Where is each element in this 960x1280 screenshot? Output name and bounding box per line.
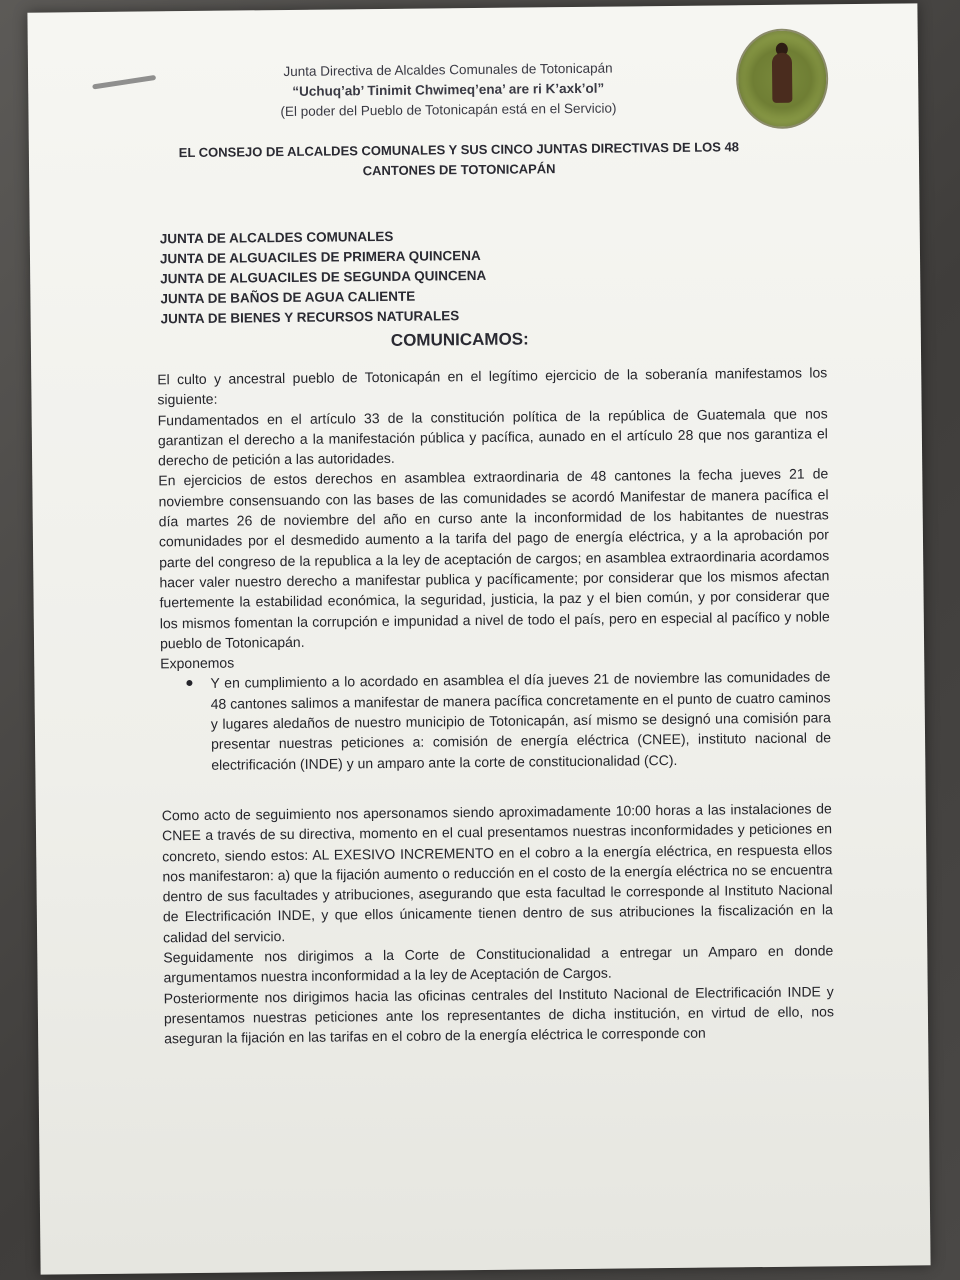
junta-item: JUNTA DE ALGUACILES DE PRIMERA QUINCENA	[159, 247, 481, 267]
letterhead-translation: (El poder del Pueblo de Totonicapán está en el Servicio)	[280, 100, 617, 120]
junta-item: JUNTA DE BIENES Y RECURSOS NATURALES	[160, 308, 460, 327]
junta-item: JUNTA DE BAÑOS DE AGUA CALIENTE	[160, 288, 416, 307]
intro-paragraph: El culto y ancestral pueblo de Totonicapán en el legítimo ejercicio de la soberanía manifestamos los siguiente:	[157, 364, 828, 408]
exponemos-label: Exponemos	[160, 654, 235, 672]
legal-basis-paragraph: Fundamentados en el artículo 33 de la constitución política de la república de Guatemala que nos garantizan el derecho a la manifestación pública y pacífica, aunado en el artículo 28 que nos garantiza el derecho de petición a las autoridades.	[157, 404, 828, 469]
junta-item: JUNTA DE ALGUACILES DE SEGUNDA QUINCENA	[160, 267, 487, 287]
document-page	[27, 3, 930, 1274]
bullet-text: Y en cumplimiento a lo acordado en asamblea el día jueves 21 de noviembre las comunidades de 48 cantones salimos a manifestar de manera pacífica concretamente en el punto de cuatro caminos y lugares aledaños de nuestro municipio de Totonicapán, así mismo se designó una comisión para presentar nuestras peticiones a: comisión de energía eléctrica (CNEE), instituto nacional de electrificación (INDE) y un amparo ante la corte de constitucionalidad (CC).	[210, 668, 832, 773]
bullet-item	[160, 667, 831, 775]
council-title: EL CONSEJO DE ALCALDES COMUNALES Y SUS CINCO JUNTAS DIRECTIVAS DE LOS 48 CANTONES DE TOTONICAPÁN	[178, 139, 740, 179]
document-body	[157, 362, 834, 1048]
pen-mark	[92, 75, 156, 90]
assembly-paragraph: En ejercicios de estos derechos en asamblea extraordinaria de 48 cantones la fecha jueves 21 de noviembre consensuando con las bases de las comunidades se acordó Manifestar de manera pacífica el día martes 26 de noviembre del año en curso ante la inconformidad de los habitantes de nuestras comunidades por el desmedido aumento a la tarifa del pago de energía eléctrica, y a la aprobación por parte del congreso de la republica a la ley de aceptación de cargos; en asamblea extraordinaria acordamos hacer valer nuestro derecho a manifestar publica y pacíficamente; por considerar que los mismos afectan fuertemente la estabilidad económica, la seguridad, justicia, la paz y el bien común, y por considerar que los mismos fomentan la corrupción e impunidad a nivel de todo el país, pero en especial al pacífico y noble pueblo de Totonicapán.	[158, 465, 830, 652]
cnee-paragraph: Como acto de seguimiento nos apersonamos siendo aproximadamente 10:00 horas a las instalaciones de CNEE a través de su directiva, momento en el cual presentamos nuestras inconformidades y peticiones en concreto, siendo estos: AL EXESIVO INCREMENTO en el cobro a la energía eléctrica, en respuesta ellos nos manifestaron: a) que la fijación aumento o reducción en el costo de la energía eléctrica no se encuentra dentro de sus facultades y atribuciones, asegurando que esta facultad le corresponde al Instituto Nacional de Electrificación INDE, y que ellos únicamente tienen dentro de sus atribuciones la fiscalización en la calidad del servicio.	[161, 800, 833, 946]
community-seal	[736, 28, 829, 129]
bullet-icon	[186, 680, 192, 686]
letterhead-motto: “Uchuq’ab’ Tinimit Chwimeq’ena’ are ri K’axk’ol”	[292, 80, 605, 99]
letterhead	[188, 58, 709, 123]
juntas-list	[160, 224, 681, 329]
letterhead-org: Junta Directiva de Alcaldes Comunales de Totonicapán	[283, 60, 613, 80]
cc-paragraph: Seguidamente nos dirigimos a la Corte de Constitucionalidad a entregar un Amparo en donde argumentamos nuestra inconformidad a la ley de Aceptación de Cargos.	[163, 942, 834, 986]
junta-item: JUNTA DE ALCALDES COMUNALES	[159, 228, 394, 247]
inde-paragraph: Posteriormente nos dirigimos hacia las oficinas centrales del Instituto Nacional de Electrificación INDE y presentamos nuestras peticiones ante los representantes de dicha institución, en virtud de ello, nos aseguran la fijación en las tarifas en el cobro de la energía eléctrica le corresponde con	[163, 982, 835, 1047]
communicate-heading: COMUNICAMOS:	[390, 329, 529, 350]
